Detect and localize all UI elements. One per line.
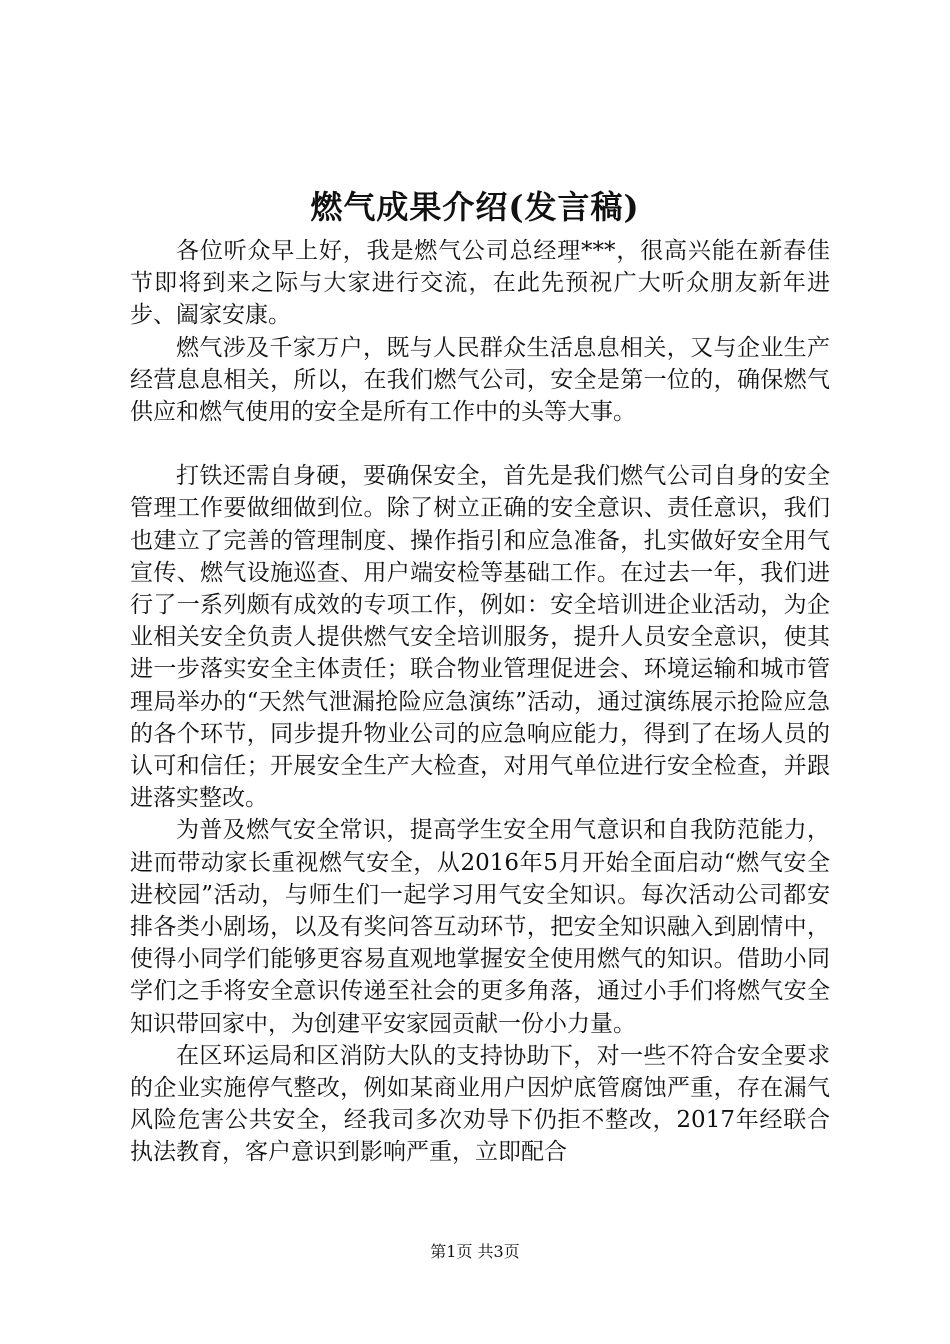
paragraph-safety-management: 打铁还需自身硬，要确保安全，首先是我们燃气公司自身的安全管理工作要做细做到位。除了树立正确的安全意识、责任意识，我们也建立了完善的管理制度、操作指引和应急准备，扎实做好安全用气宣传、燃气设施巡查、用户端安检等基础工作。在过去一年，我们进行了一系列颇有成效的专项工作，例如：安全培训进企业活动，为企业相关安全负责人提供燃气安全培训服务，提升人员安全意识，使其进一步落实安全主体责任；联合物业管理促进会、环境运输和城市管理局举办的“天然气泄漏抢险应急演练”活动，通过演练展示抢险应急的各个环节，同步提升物业公司的应急响应能力，得到了在场人员的认可和信任；开展安全生产大检查，对用气单位进行安全检查，并跟进落实整改。 (130, 463, 830, 812)
document-title: 燃气成果介绍(发言稿) (310, 188, 640, 226)
paragraph-campus-campaign: 为普及燃气安全常识，提高学生安全用气意识和自我防范能力，进而带动家长重视燃气安全，从2016年5月开始全面启动“燃气安全进校园”活动，与师生们一起学习用气安全知识。每次活动公司都安排各类小剧场，以及有奖问答互动环节，把安全知识融入到剧情中，使得小同学们能够更容易直观地掌握安全使用燃气的知识。借助小同学们之手将安全意识传递至社会的更多角落，通过小手们将燃气安全知识带回家中，为创建平安家园贡献一份小力量。 (130, 817, 830, 1037)
paragraph-greeting: 各位听众早上好，我是燃气公司总经理***，很高兴能在新春佳节即将到来之际与大家进行交流，在此先预祝广大听众朋友新年进步、阖家安康。 (130, 238, 830, 329)
paragraph-enforcement: 在区环运局和区消防大队的支持协助下，对一些不符合安全要求的企业实施停气整改，例如某商业用户因炉底管腐蚀严重，存在漏气风险危害公共安全，经我司多次劝导下仍拒不整改，2017年经联合执法教育，客户意识到影响严重，立即配合 (130, 1042, 830, 1166)
paragraph-safety-priority: 燃气涉及千家万户，既与人民群众生活息息相关，又与企业生产经营息息相关，所以，在我们燃气公司，安全是第一位的，确保燃气供应和燃气使用的安全是所有工作中的头等大事。 (130, 334, 830, 426)
document-body (130, 235, 830, 1169)
page-footer: 第1页 共3页 (430, 1242, 520, 1261)
